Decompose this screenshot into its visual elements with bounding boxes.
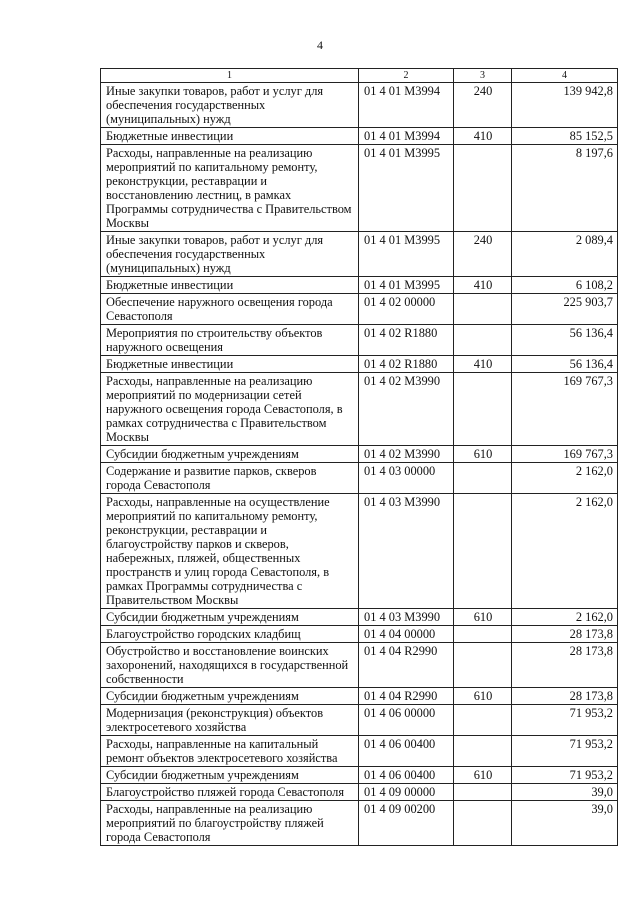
row-name-cell: Обустройство и восстановление воинских захоронений, находящихся в государственной собственности: [101, 643, 359, 688]
row-name-cell: Обеспечение наружного освещения города Севастополя: [101, 294, 359, 325]
row-name-cell: Бюджетные инвестиции: [101, 356, 359, 373]
table-row: [101, 688, 618, 705]
row-type-cell: [454, 294, 512, 325]
table-row: [101, 626, 618, 643]
row-code-cell: 01 4 01 M3995: [359, 277, 454, 294]
row-sum-cell: 8 197,6: [512, 145, 618, 232]
row-type-cell: 610: [454, 446, 512, 463]
row-name-cell: Благоустройство пляжей города Севастополя: [101, 784, 359, 801]
row-sum-cell: 2 089,4: [512, 232, 618, 277]
row-type-cell: [454, 325, 512, 356]
row-sum-cell: 39,0: [512, 784, 618, 801]
table-row: [101, 277, 618, 294]
row-sum-cell: 39,0: [512, 801, 618, 846]
row-sum-cell: 56 136,4: [512, 356, 618, 373]
row-code-cell: 01 4 09 00200: [359, 801, 454, 846]
row-code-cell: 01 4 02 R1880: [359, 356, 454, 373]
row-name-cell: Субсидии бюджетным учреждениям: [101, 688, 359, 705]
row-name-cell: Мероприятия по строительству объектов наружного освещения: [101, 325, 359, 356]
row-sum-cell: 56 136,4: [512, 325, 618, 356]
row-type-cell: 240: [454, 83, 512, 128]
row-sum-cell: 71 953,2: [512, 767, 618, 784]
row-code-cell: 01 4 06 00400: [359, 736, 454, 767]
row-sum-cell: 71 953,2: [512, 736, 618, 767]
table-row: [101, 609, 618, 626]
row-code-cell: 01 4 02 M3990: [359, 373, 454, 446]
row-type-cell: [454, 705, 512, 736]
row-code-cell: 01 4 01 M3994: [359, 83, 454, 128]
row-code-cell: 01 4 02 M3990: [359, 446, 454, 463]
table-row: [101, 373, 618, 446]
table-row: [101, 801, 618, 846]
table-row: [101, 705, 618, 736]
row-code-cell: 01 4 03 M3990: [359, 494, 454, 609]
row-type-cell: [454, 463, 512, 494]
row-type-cell: 610: [454, 609, 512, 626]
row-name-cell: Субсидии бюджетным учреждениям: [101, 609, 359, 626]
row-name-cell: Расходы, направленные на реализацию мероприятий по благоустройству пляжей города Севастополя: [101, 801, 359, 846]
row-name-cell: Субсидии бюджетным учреждениям: [101, 767, 359, 784]
row-name-cell: Расходы, направленные на капитальный ремонт объектов электросетевого хозяйства: [101, 736, 359, 767]
row-type-cell: [454, 784, 512, 801]
row-code-cell: 01 4 01 M3994: [359, 128, 454, 145]
row-code-cell: 01 4 09 00000: [359, 784, 454, 801]
table-row: [101, 83, 618, 128]
row-sum-cell: 28 173,8: [512, 688, 618, 705]
row-type-cell: 610: [454, 767, 512, 784]
row-name-cell: Субсидии бюджетным учреждениям: [101, 446, 359, 463]
row-code-cell: 01 4 04 00000: [359, 626, 454, 643]
row-type-cell: [454, 494, 512, 609]
column-header-sum: 4: [512, 69, 618, 83]
row-sum-cell: 2 162,0: [512, 494, 618, 609]
row-name-cell: Расходы, направленные на реализацию мероприятий по модернизации сетей наружного освещения города Севастополя, в рамках сотрудничества с Правительством Москвы: [101, 373, 359, 446]
row-code-cell: 01 4 02 R1880: [359, 325, 454, 356]
row-name-cell: Иные закупки товаров, работ и услуг для обеспечения государственных (муниципальных) нужд: [101, 232, 359, 277]
row-sum-cell: 28 173,8: [512, 643, 618, 688]
row-name-cell: Бюджетные инвестиции: [101, 277, 359, 294]
table-row: [101, 643, 618, 688]
table-row: [101, 325, 618, 356]
row-type-cell: 240: [454, 232, 512, 277]
row-type-cell: 610: [454, 688, 512, 705]
row-name-cell: Бюджетные инвестиции: [101, 128, 359, 145]
row-name-cell: Расходы, направленные на осуществление мероприятий по капитальному ремонту, реконструкции, реставрации и благоустройству парков и скверов, набережных, пляжей, общественных пространств и улиц города Севастополя, в рамках Программы сотрудничества с Правительством Москвы: [101, 494, 359, 609]
row-sum-cell: 85 152,5: [512, 128, 618, 145]
row-type-cell: 410: [454, 128, 512, 145]
table-row: [101, 736, 618, 767]
row-code-cell: 01 4 03 M3990: [359, 609, 454, 626]
row-type-cell: [454, 626, 512, 643]
table-row: [101, 784, 618, 801]
row-sum-cell: 2 162,0: [512, 463, 618, 494]
row-name-cell: Содержание и развитие парков, скверов города Севастополя: [101, 463, 359, 494]
row-code-cell: 01 4 03 00000: [359, 463, 454, 494]
table-row: [101, 494, 618, 609]
row-type-cell: [454, 801, 512, 846]
column-header-type: 3: [454, 69, 512, 83]
row-name-cell: Модернизация (реконструкция) объектов электросетевого хозяйства: [101, 705, 359, 736]
row-type-cell: [454, 373, 512, 446]
page-number: 4: [317, 38, 323, 52]
row-sum-cell: 71 953,2: [512, 705, 618, 736]
row-code-cell: 01 4 06 00400: [359, 767, 454, 784]
row-name-cell: Благоустройство городских кладбищ: [101, 626, 359, 643]
row-code-cell: 01 4 06 00000: [359, 705, 454, 736]
table-header-row: [101, 69, 618, 83]
row-type-cell: 410: [454, 277, 512, 294]
row-sum-cell: 28 173,8: [512, 626, 618, 643]
row-code-cell: 01 4 04 R2990: [359, 643, 454, 688]
row-type-cell: 410: [454, 356, 512, 373]
row-code-cell: 01 4 02 00000: [359, 294, 454, 325]
table-row: [101, 767, 618, 784]
row-sum-cell: 169 767,3: [512, 373, 618, 446]
table-row: [101, 128, 618, 145]
budget-table: [100, 68, 618, 846]
row-type-cell: [454, 145, 512, 232]
table-row: [101, 446, 618, 463]
table-row: [101, 463, 618, 494]
table-row: [101, 145, 618, 232]
row-sum-cell: 139 942,8: [512, 83, 618, 128]
row-sum-cell: 225 903,7: [512, 294, 618, 325]
table-row: [101, 232, 618, 277]
row-sum-cell: 6 108,2: [512, 277, 618, 294]
column-header-code: 2: [359, 69, 454, 83]
row-sum-cell: 169 767,3: [512, 446, 618, 463]
row-sum-cell: 2 162,0: [512, 609, 618, 626]
table-row: [101, 294, 618, 325]
row-name-cell: Расходы, направленные на реализацию мероприятий по капитальному ремонту, реконструкции, реставрации и восстановлению лестниц, в рамках Программы сотрудничества с Правительством Москвы: [101, 145, 359, 232]
column-header-name: 1: [101, 69, 359, 83]
row-code-cell: 01 4 04 R2990: [359, 688, 454, 705]
row-type-cell: [454, 643, 512, 688]
row-code-cell: 01 4 01 M3995: [359, 232, 454, 277]
row-type-cell: [454, 736, 512, 767]
table-row: [101, 356, 618, 373]
row-code-cell: 01 4 01 M3995: [359, 145, 454, 232]
row-name-cell: Иные закупки товаров, работ и услуг для обеспечения государственных (муниципальных) нужд: [101, 83, 359, 128]
